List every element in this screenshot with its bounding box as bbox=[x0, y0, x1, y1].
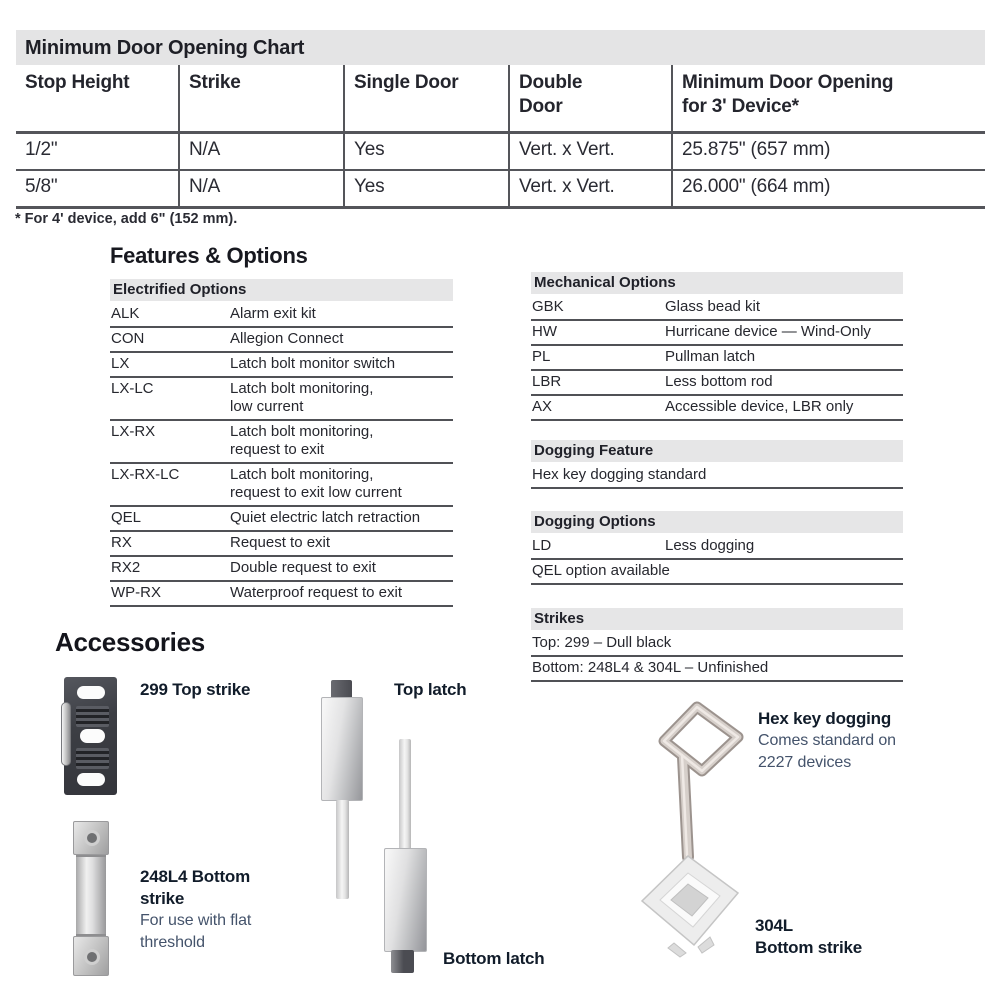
strikes-top-note: Top: 299 – Dull black bbox=[531, 632, 903, 657]
features-options-heading: Features & Options bbox=[110, 243, 308, 268]
strike-center-slot bbox=[80, 729, 105, 743]
strike-299-label: 299 Top strike bbox=[140, 680, 251, 699]
door-chart-banner bbox=[16, 30, 985, 65]
option-desc: Latch bolt monitoring, request to exit low current bbox=[230, 466, 402, 501]
option-desc: Double request to exit bbox=[230, 559, 376, 576]
option-code: HW bbox=[532, 323, 557, 340]
option-row bbox=[110, 328, 453, 353]
dogging-feature-header: Dogging Feature bbox=[531, 440, 903, 462]
door-chart-title: Minimum Door Opening Chart bbox=[25, 37, 305, 59]
hex-key-desc: Comes standard on 2227 devices bbox=[758, 732, 896, 771]
col-header-stop-height: Stop Height bbox=[16, 65, 180, 131]
top-latch-rod bbox=[336, 800, 349, 899]
strike-248l4-image bbox=[73, 821, 109, 976]
electrified-options-header: Electrified Options bbox=[110, 279, 453, 301]
option-desc: Less dogging bbox=[665, 537, 755, 554]
cell-double-door: Vert. x Vert. bbox=[510, 134, 673, 169]
strike-248l4-desc: For use with flat threshold bbox=[140, 912, 252, 951]
option-desc: Latch bolt monitoring, low current bbox=[230, 380, 374, 415]
option-desc: Hurricane device — Wind-Only bbox=[665, 323, 871, 340]
col-header-single-door: Single Door bbox=[345, 65, 510, 131]
dogging-options-note: QEL option available bbox=[531, 560, 903, 585]
table-row bbox=[16, 134, 985, 171]
option-row bbox=[110, 421, 453, 464]
cell-double-door: Vert. x Vert. bbox=[510, 171, 673, 206]
option-row bbox=[110, 507, 453, 532]
hex-key-image bbox=[650, 697, 755, 872]
option-desc: Accessible device, LBR only bbox=[665, 398, 854, 415]
strike-roller bbox=[61, 702, 71, 766]
cell-min-opening: 25.875" (657 mm) bbox=[682, 139, 831, 160]
option-row bbox=[110, 582, 453, 607]
strike-ribs bbox=[76, 706, 109, 727]
option-row bbox=[110, 532, 453, 557]
top-latch-label: Top latch bbox=[394, 680, 467, 699]
hex-key-label: Hex key dogging Comes standard on 2227 devices bbox=[758, 708, 938, 773]
option-row bbox=[531, 346, 903, 371]
cell-strike: N/A bbox=[180, 134, 345, 169]
option-desc: Allegion Connect bbox=[230, 330, 344, 347]
mechanical-options-table bbox=[531, 272, 903, 421]
strike-slot bbox=[77, 773, 105, 786]
bottom-latch-image bbox=[384, 848, 427, 952]
cell-single-door: Yes bbox=[345, 134, 510, 169]
screw-hole bbox=[84, 830, 100, 846]
strikes-table bbox=[531, 608, 903, 682]
strike-248l4-label: 248L4 Bottom strike For use with flat threshold bbox=[140, 866, 290, 953]
option-code: AX bbox=[532, 398, 553, 415]
door-chart-footnote: * For 4' device, add 6" (152 mm). bbox=[15, 211, 238, 227]
table-row bbox=[16, 171, 985, 209]
cell-stop-height: 1/2" bbox=[16, 134, 180, 169]
spacer bbox=[531, 421, 903, 440]
option-row bbox=[531, 535, 903, 560]
option-code: PL bbox=[532, 348, 551, 365]
option-code: WP-RX bbox=[111, 584, 161, 601]
screw-hole bbox=[84, 949, 100, 965]
option-desc: Latch bolt monitor switch bbox=[230, 355, 396, 372]
col-header-min-opening: Minimum Door Opening for 3' Device* bbox=[682, 72, 894, 117]
bottom-latch-rod bbox=[399, 739, 411, 851]
option-row bbox=[110, 303, 453, 328]
strikes-bottom-note: Bottom: 248L4 & 304L – Unfinished bbox=[531, 657, 903, 682]
strike-ribs bbox=[76, 748, 109, 769]
dogging-options-header: Dogging Options bbox=[531, 511, 903, 533]
option-code: RX bbox=[111, 534, 132, 551]
cell-min-opening: 26.000" (664 mm) bbox=[682, 176, 831, 197]
option-code: LX-LC bbox=[111, 380, 154, 397]
col-header-double-door: Double Door bbox=[510, 65, 673, 131]
door-chart-table bbox=[16, 65, 985, 209]
option-code: LD bbox=[532, 537, 552, 554]
option-row bbox=[110, 464, 453, 507]
option-code: RX2 bbox=[111, 559, 141, 576]
strike-304l-image bbox=[638, 853, 743, 958]
dogging-feature-note: Hex key dogging standard bbox=[531, 464, 903, 489]
electrified-options-table bbox=[110, 279, 453, 607]
option-code: LX-RX-LC bbox=[111, 466, 180, 483]
strike-slot bbox=[77, 686, 105, 699]
bottom-latch-label: Bottom latch bbox=[443, 949, 545, 968]
option-desc: Alarm exit kit bbox=[230, 305, 316, 322]
option-code: GBK bbox=[532, 298, 564, 315]
option-row bbox=[110, 378, 453, 421]
right-options-column bbox=[531, 272, 903, 682]
bottom-latch-bolt bbox=[391, 950, 414, 973]
dogging-options-table bbox=[531, 511, 903, 585]
dogging-feature-table bbox=[531, 440, 903, 489]
option-desc: Pullman latch bbox=[665, 348, 756, 365]
option-row bbox=[531, 296, 903, 321]
door-chart-header-row bbox=[16, 65, 985, 134]
option-code: LX-RX bbox=[111, 423, 156, 440]
strike-304l-label: 304L Bottom strike bbox=[755, 916, 862, 958]
spacer bbox=[531, 585, 903, 608]
mechanical-options-header: Mechanical Options bbox=[531, 272, 903, 294]
top-latch-body bbox=[321, 697, 363, 801]
spacer bbox=[531, 489, 903, 511]
cell-single-door: Yes bbox=[345, 171, 510, 206]
col-header-strike: Strike bbox=[180, 65, 345, 131]
accessories-heading: Accessories bbox=[55, 627, 205, 657]
option-row bbox=[531, 371, 903, 396]
strike-299-image bbox=[64, 677, 117, 795]
option-desc: Less bottom rod bbox=[665, 373, 773, 390]
option-row bbox=[110, 353, 453, 378]
option-code: LX bbox=[111, 355, 130, 372]
option-row bbox=[531, 321, 903, 346]
cell-strike: N/A bbox=[180, 171, 345, 206]
option-row bbox=[531, 396, 903, 421]
strike-channel bbox=[76, 855, 106, 936]
strike-tab bbox=[73, 821, 109, 855]
option-row bbox=[110, 557, 453, 582]
option-desc: Request to exit bbox=[230, 534, 331, 551]
strike-tab bbox=[73, 936, 109, 976]
option-desc: Latch bolt monitoring, request to exit bbox=[230, 423, 374, 458]
option-desc: Waterproof request to exit bbox=[230, 584, 403, 601]
option-code: LBR bbox=[532, 373, 562, 390]
strikes-header: Strikes bbox=[531, 608, 903, 630]
option-code: CON bbox=[111, 330, 145, 347]
option-desc: Glass bead kit bbox=[665, 298, 761, 315]
cell-stop-height: 5/8" bbox=[16, 171, 180, 206]
option-desc: Quiet electric latch retraction bbox=[230, 509, 421, 526]
option-code: QEL bbox=[111, 509, 142, 526]
option-code: ALK bbox=[111, 305, 140, 322]
